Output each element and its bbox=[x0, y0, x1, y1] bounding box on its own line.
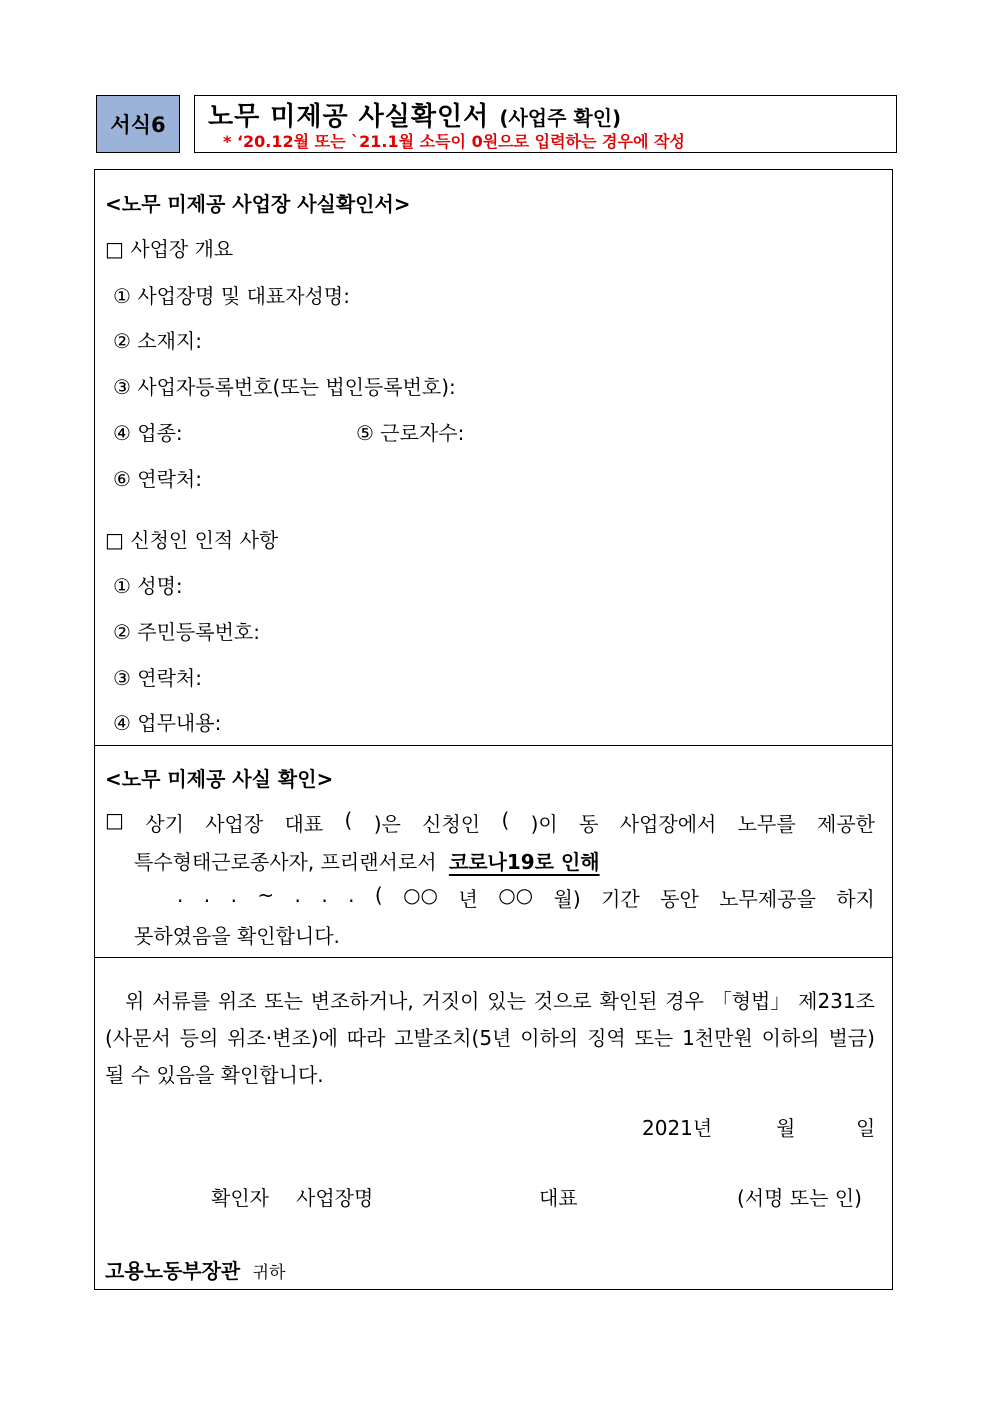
word: 확인된 bbox=[599, 989, 658, 1013]
word: 하지 bbox=[836, 887, 875, 911]
document-title bbox=[208, 96, 621, 133]
word: 상기 bbox=[145, 812, 184, 836]
word: 사업장 bbox=[205, 812, 264, 836]
address-field: ② 소재지: bbox=[113, 329, 202, 353]
form-frame bbox=[94, 169, 893, 1290]
applicant-contact-field: ③ 연락처: bbox=[113, 666, 202, 690]
date-day: 일 bbox=[856, 1116, 876, 1140]
word: 이하의 bbox=[761, 1026, 820, 1050]
confirmation-line-3 bbox=[177, 883, 875, 912]
word: . bbox=[177, 883, 184, 907]
divider bbox=[95, 957, 892, 958]
word: ~ bbox=[257, 883, 275, 907]
word: 등의 bbox=[179, 1026, 219, 1050]
employee-count-field: ⑤ 근로자수: bbox=[356, 421, 465, 445]
word: 제231조 bbox=[798, 989, 875, 1013]
workplace-contact-field: ⑥ 연락처: bbox=[113, 467, 202, 491]
workplace-name-label: 사업장명 bbox=[296, 1186, 374, 1210]
word: 서류를 bbox=[152, 989, 211, 1013]
title-main-text: 노무 미제공 사실확인서 bbox=[208, 102, 490, 132]
addressee-line bbox=[105, 1255, 285, 1284]
word: (사문서 bbox=[105, 1026, 171, 1050]
word: . bbox=[321, 883, 328, 907]
word: 벌금) bbox=[828, 1026, 875, 1050]
word: . bbox=[203, 883, 211, 907]
word: 변조하거나, bbox=[310, 989, 414, 1013]
divider bbox=[95, 745, 892, 746]
checkbox-square: □ bbox=[105, 808, 124, 832]
business-reg-number-field: ③ 사업자등록번호(또는 법인등록번호): bbox=[113, 375, 456, 399]
word: 고발조치(5년 bbox=[394, 1026, 512, 1050]
word: )이 bbox=[530, 812, 558, 836]
section1-heading: <노무 미제공 사업장 사실확인서> bbox=[105, 192, 411, 216]
word: 노무를 bbox=[737, 812, 796, 836]
word: 위 bbox=[125, 989, 145, 1013]
industry-field: ④ 업종: bbox=[113, 421, 183, 445]
word: 년 bbox=[458, 887, 478, 911]
word: 노무제공을 bbox=[719, 887, 816, 911]
addressee: 고용노동부장관 bbox=[105, 1259, 241, 1283]
title-box bbox=[194, 95, 897, 153]
word: 신청인 bbox=[422, 812, 481, 836]
warning-line-3: 될 수 있음을 확인합니다. bbox=[105, 1063, 324, 1087]
honorific: 귀하 bbox=[252, 1263, 286, 1283]
word: 월) bbox=[553, 887, 581, 911]
form-number-badge: 서식6 bbox=[96, 95, 180, 153]
date-month: 월 bbox=[776, 1116, 796, 1140]
warning-line-2 bbox=[105, 1022, 875, 1051]
word: 경우 bbox=[665, 989, 704, 1013]
word: 또는 bbox=[264, 989, 303, 1013]
word: 것으로 bbox=[533, 989, 592, 1013]
resident-number-field: ② 주민등록번호: bbox=[113, 620, 260, 644]
job-description-field: ④ 업무내용: bbox=[113, 711, 222, 735]
signature-label: (서명 또는 인) bbox=[737, 1186, 862, 1210]
confirmer-label: 확인자 bbox=[211, 1186, 269, 1210]
date-year: 2021년 bbox=[642, 1116, 713, 1140]
word: 기간 bbox=[601, 887, 640, 911]
applicant-info-title: □ 신청인 인적 사항 bbox=[105, 528, 279, 552]
word: 이하의 bbox=[520, 1026, 579, 1050]
word: 제공한 bbox=[817, 812, 875, 836]
title-note: * ‘20.12월 또는 `21.1월 소득이 0원으로 입력하는 경우에 작성 bbox=[223, 132, 685, 151]
word: 따라 bbox=[346, 1026, 386, 1050]
word: )은 bbox=[373, 812, 401, 836]
word: ( bbox=[501, 808, 510, 832]
section2-heading: <노무 미제공 사실 확인> bbox=[105, 767, 334, 791]
word: . bbox=[348, 883, 355, 907]
word: . bbox=[230, 883, 237, 907]
covid-reason-highlight: 코로나19로 인해 bbox=[448, 850, 600, 874]
word: 징역 bbox=[587, 1026, 626, 1050]
warning-line-1 bbox=[125, 985, 875, 1014]
word: 사업장에서 bbox=[619, 812, 717, 836]
word: 동 bbox=[579, 812, 599, 836]
applicant-name-field: ① 성명: bbox=[113, 574, 183, 598]
confirmation-line-2 bbox=[134, 846, 600, 875]
word: ○○ bbox=[403, 883, 439, 907]
workplace-name-field: ① 사업장명 및 대표자성명: bbox=[113, 284, 350, 308]
representative-label: 대표 bbox=[539, 1186, 578, 1210]
word: 「형법」 bbox=[711, 989, 791, 1013]
word: 있는 bbox=[487, 989, 526, 1013]
word: 위조 bbox=[217, 989, 257, 1013]
confirmation-line-1 bbox=[105, 808, 875, 837]
word: 동안 bbox=[660, 887, 699, 911]
worker-type-text: 특수형태근로종사자, 프리랜서로서 bbox=[134, 850, 437, 874]
title-sub-text: (사업주 확인) bbox=[499, 106, 622, 130]
word: 또는 bbox=[634, 1026, 674, 1050]
word: ( bbox=[344, 808, 353, 832]
word: 위조·변조)에 bbox=[227, 1026, 338, 1050]
word: ( bbox=[374, 883, 383, 907]
word: 대표 bbox=[284, 812, 324, 836]
workplace-overview-title: □ 사업장 개요 bbox=[105, 237, 234, 261]
word: 1천만원 bbox=[682, 1026, 753, 1050]
word: ○○ bbox=[498, 883, 534, 907]
word: . bbox=[294, 883, 301, 907]
confirmation-line-4: 못하였음을 확인합니다. bbox=[134, 924, 340, 948]
word: 거짓이 bbox=[421, 989, 480, 1013]
